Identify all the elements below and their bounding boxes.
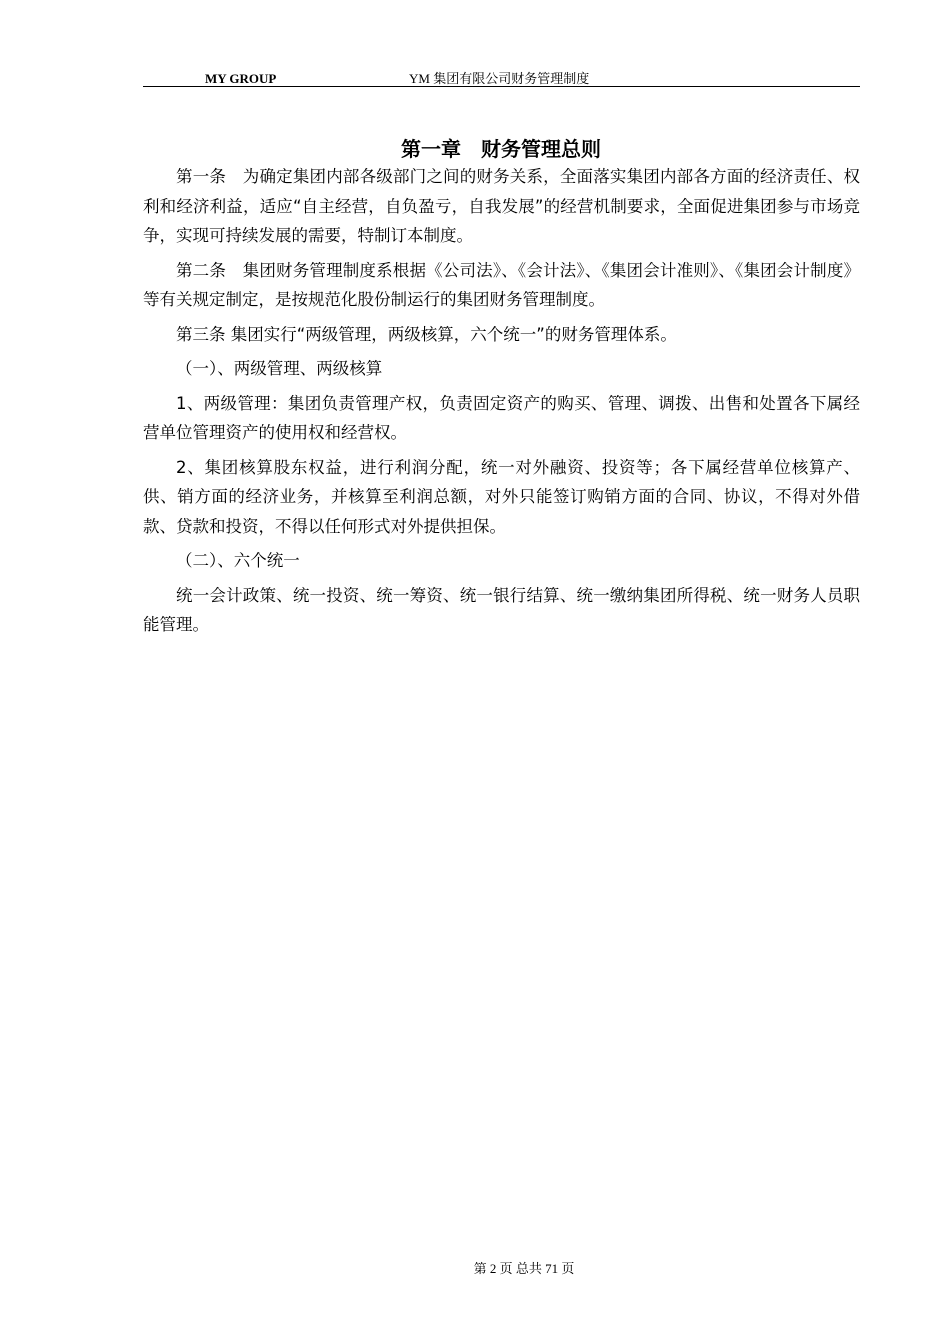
- document-body: [143, 162, 860, 645]
- page-footer: 第 2 页 总共 71 页: [473, 1261, 575, 1276]
- paragraph-item-1: 1、两级管理：集团负责管理产权，负责固定资产的购买、管理、调拨、出售和处置各下属经营单位管理资产的使用权和经营权。: [143, 393, 860, 442]
- paragraph-article-1: 第一条 为确定集团内部各级部门之间的财务关系，全面落实集团内部各方面的经济责任、权利和经济利益，适应“自主经营，自负盈亏，自我发展”的经营机制要求，全面促进集团参与市场竞争，实现可持续发展的需要，特制订本制度。: [143, 167, 860, 245]
- paragraph-six-unifications: 统一会计政策、统一投资、统一筹资、统一银行结算、统一缴纳集团所得税、统一财务人员职能管理。: [143, 585, 860, 634]
- section-heading-2: （二）、六个统一: [176, 551, 300, 570]
- header-company: MY GROUP: [205, 71, 277, 86]
- paragraph-item-2: 2、集团核算股东权益，进行利润分配，统一对外融资、投资等；各下属经营单位核算产、供、销方面的经济业务，并核算至利润总额，对外只能签订购销方面的合同、协议，不得对外借款、贷款和投资，不得以任何形式对外提供担保。: [143, 457, 860, 536]
- paragraph-article-2: 第二条 集团财务管理制度系根据《公司法》、《会计法》、《集团会计准则》、《集团会计制度》等有关规定制定，是按规范化股份制运行的集团财务管理制度。: [143, 260, 860, 309]
- paragraph-article-3: 第三条 集团实行“两级管理，两级核算，六个统一”的财务管理体系。: [176, 324, 677, 344]
- section-heading-1: （一）、两级管理、两级核算: [176, 359, 383, 378]
- header-document-title: YM 集团有限公司财务管理制度: [409, 71, 590, 86]
- chapter-title: 第一章 财务管理总则: [401, 137, 601, 161]
- page-header: [143, 62, 860, 87]
